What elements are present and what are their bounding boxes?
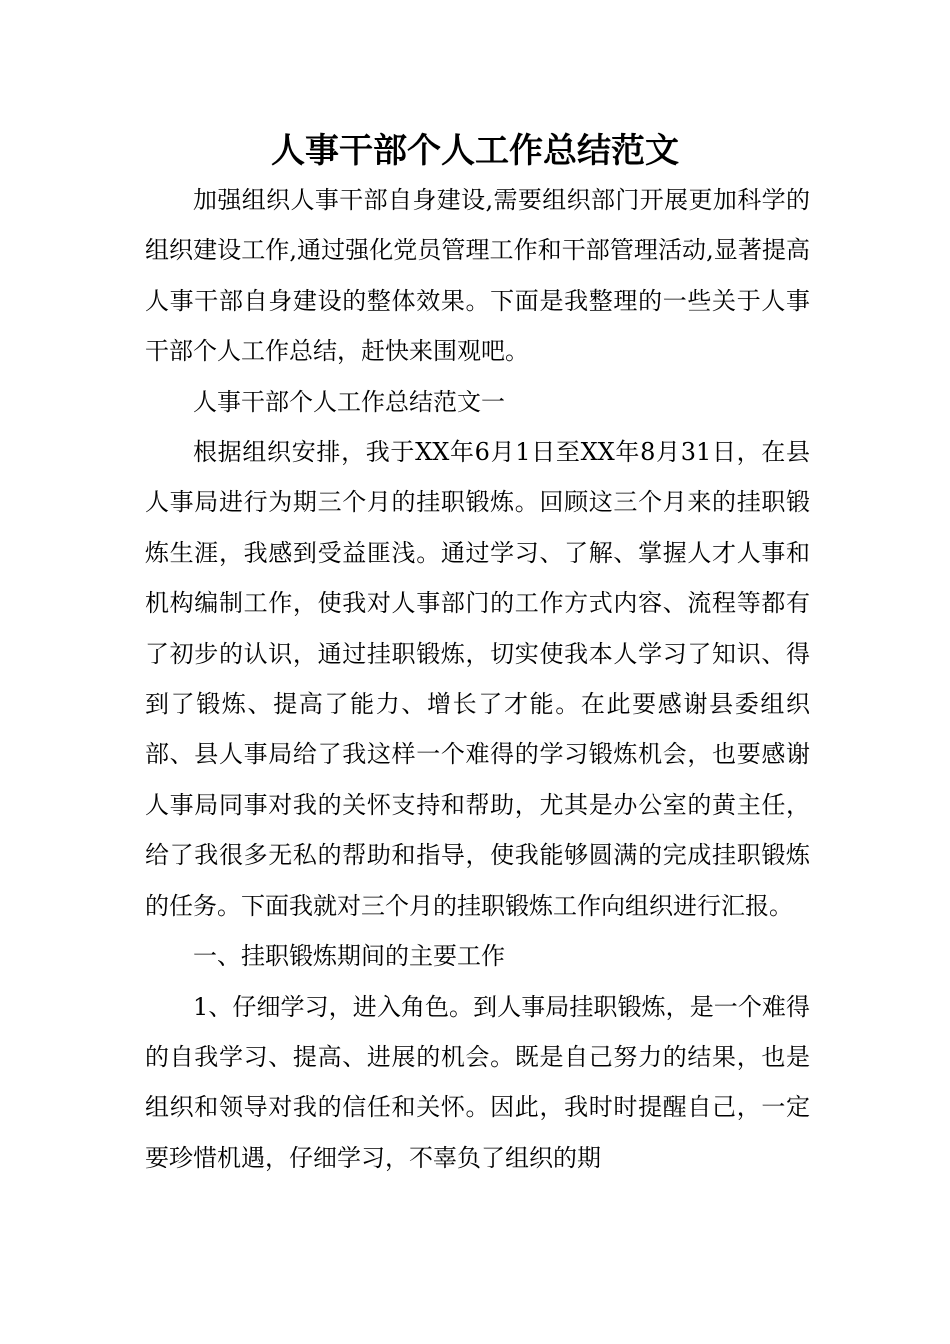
intro-paragraph: 加强组织人事干部自身建设,需要组织部门开展更加科学的组织建设工作,通过强化党员管理工作和干部管理活动,显著提高人事干部自身建设的整体效果。下面是我整理的一些关于人事干部个人工作总结，赶快来围观吧。 [145,186,810,366]
section-heading: 人事干部个人工作总结范文一 [193,387,505,416]
subsection-heading: 一、挂职锻炼期间的主要工作 [193,942,505,971]
document-title: 人事干部个人工作总结范文 [271,131,679,171]
body-paragraph: 根据组织安排，我于XX年6月1日至XX年8月31日，在县人事局进行为期三个月的挂职锻炼。回顾这三个月来的挂职锻炼生涯，我感到受益匪浅。通过学习、了解、掌握人才人事和机构编制工作，使我对人事部门的工作方式内容、流程等都有了初步的认识，通过挂职锻炼，切实使我本人学习了知识、得到了锻炼、提高了能力、增长了才能。在此要感谢县委组织部、县人事局给了我这样一个难得的学习锻炼机会，也要感谢人事局同事对我的关怀支持和帮助，尤其是办公室的黄主任，给了我很多无私的帮助和指导，使我能够圆满的完成挂职锻炼的任务。下面我就对三个月的挂职锻炼工作向组织进行汇报。 [145,438,810,920]
document-body [145,175,810,1183]
body-paragraph: 1、仔细学习，进入角色。到人事局挂职锻炼，是一个难得的自我学习、提高、进展的机会。既是自己努力的结果，也是组织和领导对我的信任和关怀。因此，我时时提醒自己，一定要珍惜机遇，仔细学习，不辜负了组织的期 [145,992,810,1172]
